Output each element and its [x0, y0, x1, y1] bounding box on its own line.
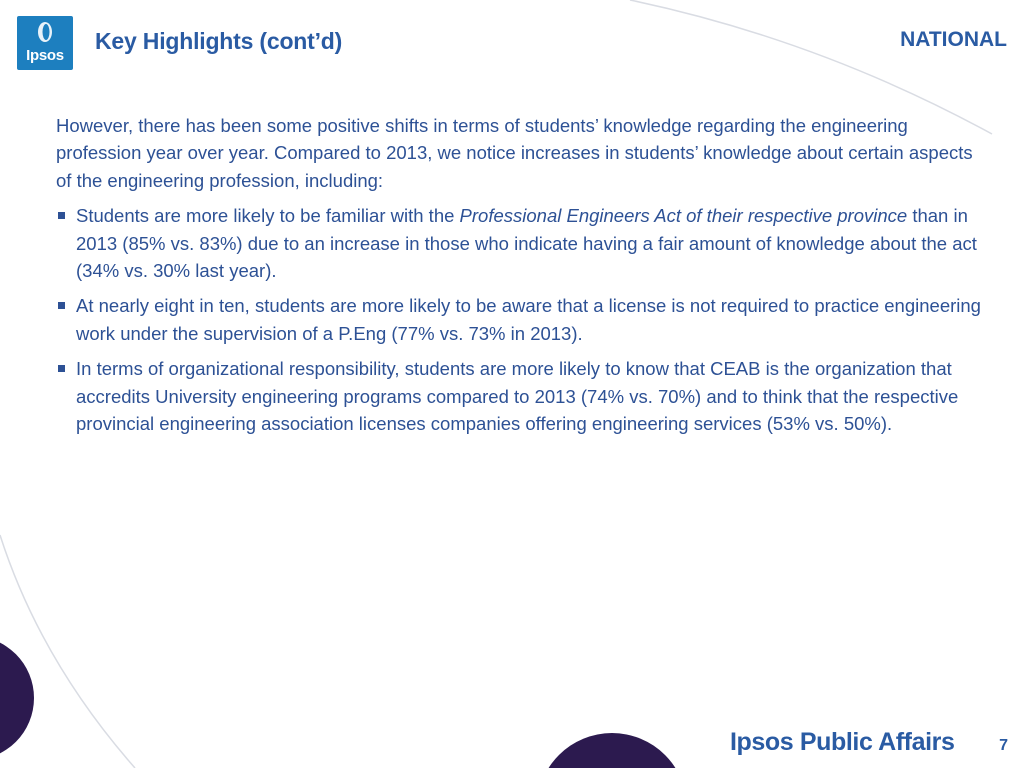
bullet-square-icon: [58, 212, 65, 219]
logo-text: Ipsos: [26, 47, 64, 64]
list-item: [56, 202, 986, 284]
scope-label: NATIONAL: [900, 28, 1007, 51]
page-number: 7: [999, 737, 1008, 754]
bullet-square-icon: [58, 365, 65, 372]
bullet-text: In terms of organizational responsibility, students are more likely to know that CEAB is the organization that accredits University engineering programs compared to 2013 (74% vs. 70%) and to think that the respective provincial engineering association licenses companies offering engineering services (53% vs. 50%).: [76, 358, 959, 435]
act-name: Professional Engineers Act of their respective province: [459, 205, 908, 227]
ipsos-logo: [17, 16, 73, 70]
logo-mark-icon: [37, 21, 53, 43]
bullet-text-pre: Students are more likely to be familiar with the: [76, 205, 460, 227]
decorative-circle-left: [0, 636, 34, 760]
highlights-list: [56, 202, 986, 437]
bullet-text: At nearly eight in ten, students are more likely to be aware that a license is not required to practice engineering work under the supervision of a P.Eng (77% vs. 73% in 2013).: [76, 295, 981, 344]
footer-brand: Ipsos Public Affairs: [730, 728, 955, 756]
content-body: [56, 112, 986, 445]
intro-paragraph: However, there has been some positive shifts in terms of students’ knowledge regarding the engineering profession year over year. Compared to 2013, we notice increases in students’ knowledge about certain aspects of the engineering profession, including:: [56, 115, 973, 191]
decorative-circle-bottom: [537, 733, 687, 768]
list-item: [56, 292, 986, 347]
page-title: Key Highlights (cont’d): [95, 28, 343, 54]
bullet-square-icon: [58, 302, 65, 309]
list-item: [56, 355, 986, 437]
bullet-text-post: than in 2013 (85% vs. 83%) due to an increase in those who indicate having a fair amount of knowledge about the act (34% vs. 30% last year).: [76, 205, 977, 282]
